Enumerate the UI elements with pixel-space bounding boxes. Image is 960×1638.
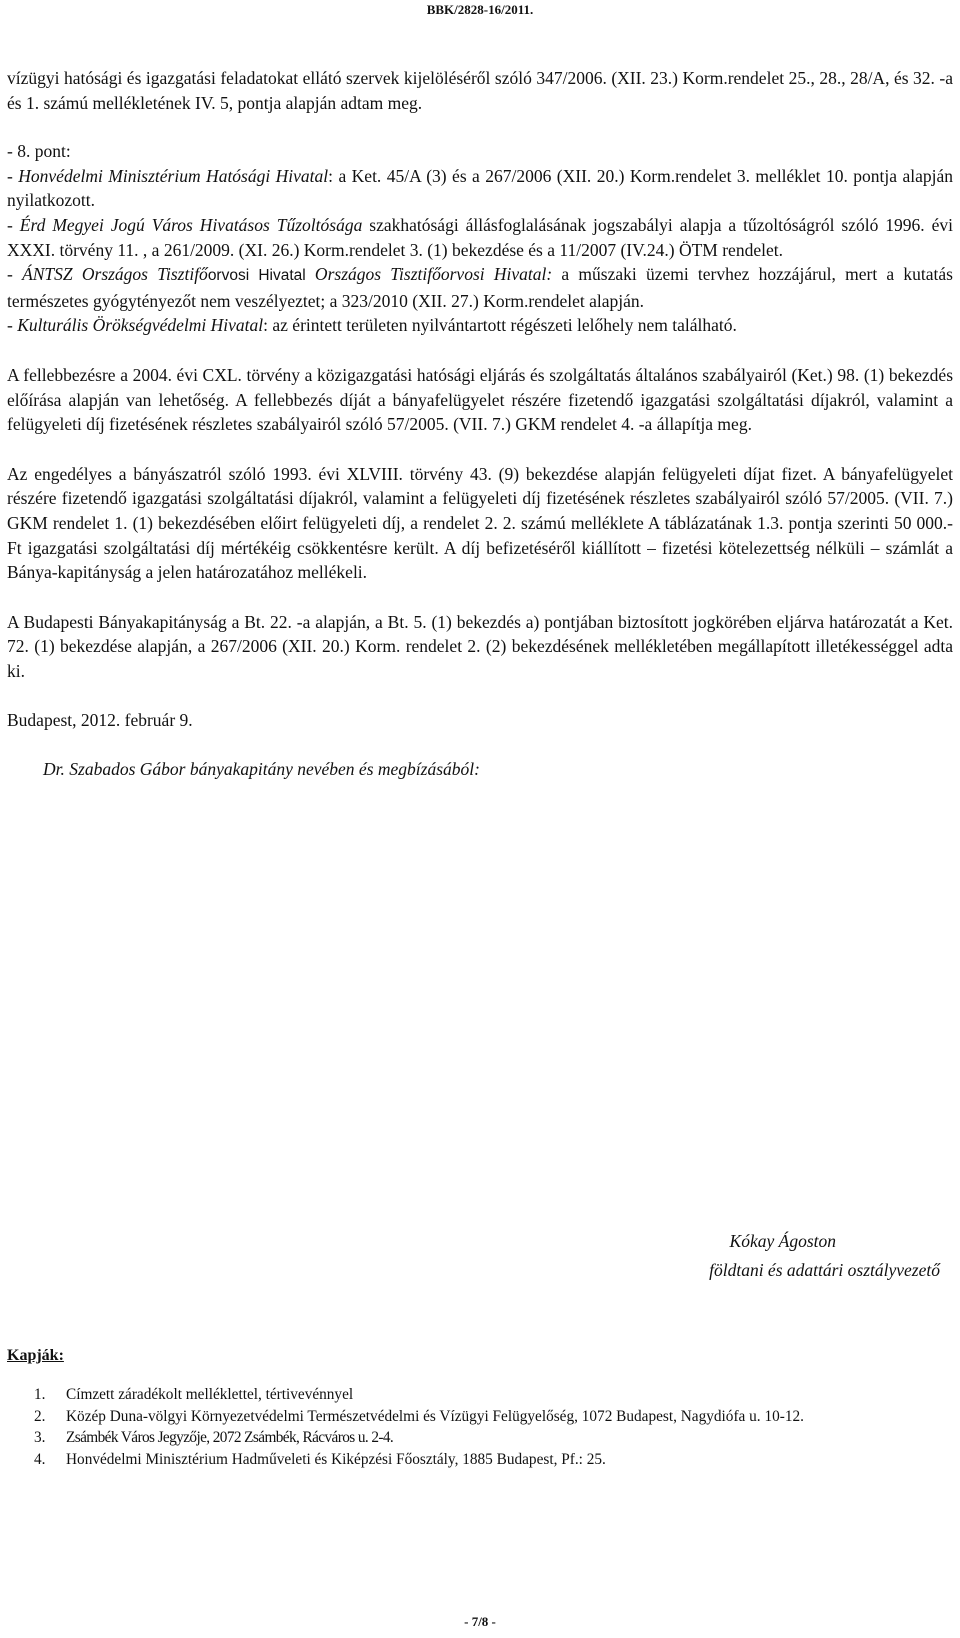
signatory-title: földtani és adattári osztályvezető — [709, 1260, 940, 1280]
signatory-name: Kókay Ágoston — [729, 1231, 836, 1251]
kulturalis-authority-name: Kulturális Örökségvédelmi Hivatal — [17, 315, 264, 336]
list-item — [34, 1385, 920, 1406]
distribution-list — [34, 1385, 920, 1471]
point-8-section — [7, 139, 953, 338]
list-item-number: 2. — [34, 1407, 46, 1425]
kulturalis-item-text: : az érintett területen nyilvántartott régészeti lelőhely nem található. — [263, 315, 737, 336]
hm-item-text: : a Ket. 45/A (3) és a 267/2006 (XII. 20.) Korm.rendelet 3. melléklet 10. pontja alapján nyilatkozott. — [7, 165, 953, 211]
list-item — [34, 1407, 920, 1428]
antsz-item-text: a műszaki üzemi tervhez hozzájárul, mert a kutatás természetes gyógytényezőt nem veszélyeztet; a 323/2010 (XII. 27.) Korm.rendelet alapján. — [7, 264, 953, 311]
signer-line: Dr. Szabados Gábor bányakapitány nevében és megbízásából: — [43, 759, 480, 780]
list-item-number: 3. — [34, 1429, 46, 1446]
fee-paragraph: Az engedélyes a bányászatról szóló 1993. évi XLVIII. törvény 43. (9) bekezdése alapján felügyeleti díjat fizet. A bányafelügyelet részére fizetendő igazgatási szolgáltatási díjakról, valamint a felügyeleti díj fizetésének részletes szabályairól szóló 57/2005. (VII. 7.) GKM rendelet 1. (1) bekezdésében előirt felügyeleti díj, a rendelet 2. 2. számú melléklete A táblázatának 1.3. pontja szerinti 50 000.- Ft igazgatási szolgáltatási díj mértékéig csökkentésre került. A díj befizetéséről kiállított – fizetési kötelezettség nélküli – számlát a Bánya-kapitányság a jelen határozatához mellékeli. — [7, 463, 953, 583]
list-item-text: Címzett záradékolt melléklettel, tértivevénnyel — [66, 1386, 354, 1403]
list-item-number: 1. — [34, 1386, 46, 1403]
authority-paragraph: A Budapesti Bányakapitányság a Bt. 22. -a alapján, a Bt. 5. (1) bekezdés a) pontjában biztosított jogkörében eljárva határozatát a Ket. 72. (1) bekezdése alapján, a 267/2006 (XII. 20.) Korm. rendelet 2. (2) bekezdésének mellékletében megállapított illetékességgel adta ki. — [7, 611, 953, 681]
signature-block — [540, 1227, 940, 1285]
erd-authority-name: Érd Megyei Jogú Város Hivatásos Tűzoltósága — [19, 214, 363, 235]
list-item-text: Zsámbék Város Jegyzője, 2072 Zsámbék, Rácváros u. 2-4. — [66, 1429, 394, 1446]
antsz-authority-name: ÁNTSZ Országos Tisztifő — [22, 264, 208, 285]
place-date: Budapest, 2012. február 9. — [7, 710, 193, 731]
document-body — [7, 66, 953, 782]
hm-item: - Honvédelmi Minisztérium Hatósági Hivatal: a Ket. 45/A (3) és a 267/2006 (XII. 20.) Korm.rendelet 3. melléklet 10. pontja alapján nyilatkozott. — [7, 165, 953, 211]
hm-authority-name: Honvédelmi Minisztérium Hatósági Hivatal — [18, 165, 329, 186]
list-item — [34, 1428, 920, 1449]
kulturalis-item: - Kulturális Örökségvédelmi Hivatal: az érintett területen nyilvántartott régészeti lelőhely nem található. — [7, 315, 737, 336]
distribution-heading: Kapják: — [7, 1347, 64, 1364]
appeal-paragraph: A fellebbezésre a 2004. évi CXL. törvény a közigazgatási hatósági eljárás és szolgáltatás általános szabályairól (Ket.) 98. (1) bekezdés előírása alapján van lehetőség. A fellebbezés díját a bányafelügyelet részére fizetendő igazgatási szolgáltatási díjakról, valamint a felügyeleti díj fizetésének részletes szabályairól szóló 57/2005. (VII. 7.) GKM rendelet 4. -a állapítja meg. — [7, 364, 953, 435]
erd-item-text: szakhatósági állásfoglalásának jogszabályi alapja a tűzoltóságról szóló 1996. évi XXXI. törvény 11. , a 261/2009. (XI. 26.) Korm.rendelet 3. (1) bekezdése és a 11/2007 (IV.24.) ÖTM rendelet. — [7, 214, 953, 260]
antsz-item: - ÁNTSZ Országos Tisztifőorvosi Hivatal Országos Tisztifőorvosi Hivatal: a műszaki üzemi tervhez hozzájárul, mert a kutatás természetes gyógytényezőt nem veszélyeztet; a 323/2010 (XII. 27.) Korm.rendelet alapján. — [7, 264, 953, 311]
intro-paragraph: vízügyi hatósági és igazgatási feladatokat ellátó szervek kijelöléséről szóló 347/2006. (XII. 23.) Korm.rendelet 25., 28., 28/A, és 32. -a és 1. számú mellékletének IV. 5, pontja alapján adtam meg. — [7, 68, 953, 113]
list-item-number: 4. — [34, 1450, 46, 1468]
list-item — [34, 1450, 920, 1471]
page-number: - 7/8 - — [464, 1614, 496, 1629]
antsz-authority-name-plain: orvosi Hivatal — [207, 267, 306, 285]
point-8-heading: - 8. pont: — [7, 141, 71, 162]
list-item-text: Honvédelmi Minisztérium Hadműveleti és Kiképzési Főosztály, 1885 Budapest, Pf.: 25. — [66, 1450, 606, 1468]
antsz-authority-name-repeat: Országos Tisztifőorvosi Hivatal: — [305, 264, 553, 285]
document-id-header: BBK/2828-16/2011. — [426, 2, 534, 17]
erd-item: - Érd Megyei Jogú Város Hivatásos Tűzoltósága szakhatósági állásfoglalásának jogszabályi alapja a tűzoltóságról szóló 1996. évi XXXI. törvény 11. , a 261/2009. (XI. 26.) Korm.rendelet 3. (1) bekezdése és a 11/2007 (IV.24.) ÖTM rendelet. — [7, 214, 953, 260]
list-item-text: Közép Duna-völgyi Környezetvédelmi Természetvédelmi és Vízügyi Felügyelőség, 1072 Budapest, Nagydiófa u. 10-12. — [66, 1407, 804, 1425]
